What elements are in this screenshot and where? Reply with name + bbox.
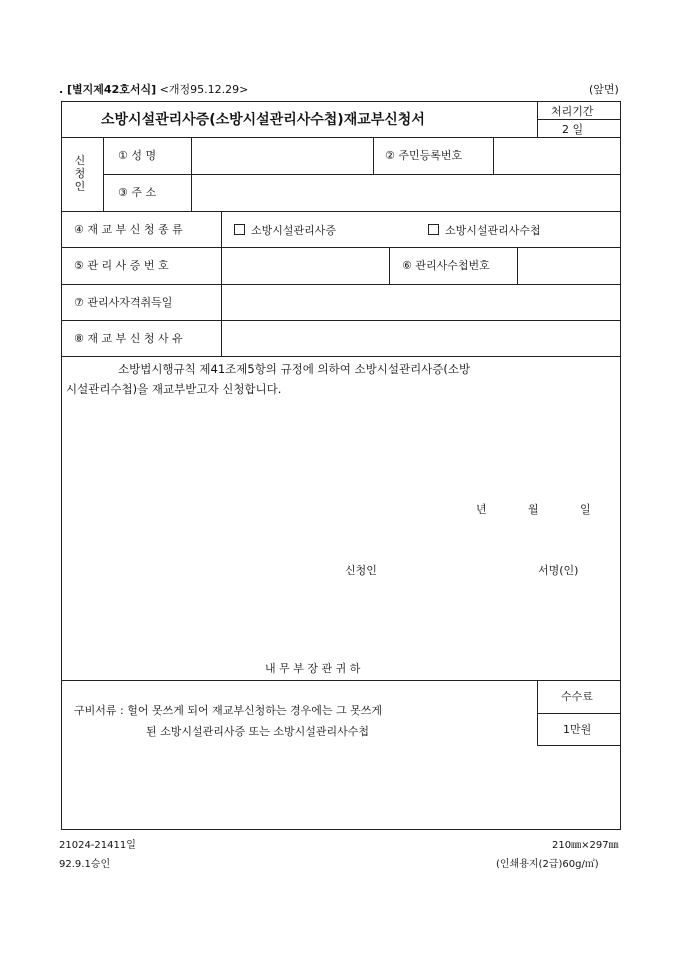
paper-size: 210㎜×297㎜: [552, 840, 619, 851]
resident-number-field[interactable]: [496, 140, 618, 171]
required-docs-line-2: 된 소방시설관리사증 또는 소방시설관리사수첩: [146, 725, 370, 738]
form-id-line: [59, 84, 248, 95]
date-year: 년: [476, 503, 487, 516]
reissue-reason-field[interactable]: [224, 323, 618, 353]
applicant-side-label: 신 청 인: [74, 154, 86, 193]
checkbox-booklet[interactable]: [428, 224, 439, 235]
option-booklet[interactable]: 소방시설관리사수첩: [428, 224, 541, 236]
cert-number-field[interactable]: [224, 250, 386, 281]
date-month: 월: [528, 503, 539, 516]
form-code: 21024-21411일: [59, 840, 136, 851]
form-title: 소방시설관리사증(소방시설관리사수첩)재교부신청서: [101, 112, 425, 128]
fee-label: 수수료: [561, 690, 593, 703]
date-day: 일: [580, 503, 591, 516]
address-field[interactable]: [194, 177, 618, 208]
form-id: . [별지제42호서식]: [59, 83, 157, 96]
required-docs-line-1: 구비서류 : 헐어 못쓰게 되어 재교부신청하는 경우에는 그 못쓰게: [74, 704, 382, 717]
cert-number-label: ⑤ 관 리 사 증 번 호: [74, 259, 169, 272]
applicant-signature-label: 신청인: [345, 564, 377, 577]
booklet-number-field[interactable]: [520, 250, 618, 281]
name-field[interactable]: [194, 140, 370, 171]
approval-date: 92.9.1승인: [59, 859, 111, 870]
paper-spec: (인쇄용지(2급)60g/㎡): [496, 859, 599, 870]
reissue-reason-label: ⑧ 재 교 부 신 청 사 유: [74, 332, 183, 345]
processing-period-value: 2 일: [562, 123, 584, 136]
resident-number-label: ② 주민등록번호: [385, 149, 463, 162]
revision-note: <개정95.12.29>: [159, 83, 249, 96]
reissue-type-label: ④ 재 교 부 신 청 종 류: [74, 223, 183, 236]
fee-value: 1만원: [563, 723, 592, 736]
page-side-label: (앞면): [589, 83, 619, 96]
acquisition-date-label: ⑦ 관리사자격취득일: [74, 296, 173, 309]
processing-period-label: 처리기간: [551, 105, 594, 118]
statement-line-1: 소방법시행규칙 제41조제5항의 규정에 의하여 소방시설관리사증(소방: [118, 362, 471, 376]
addressee: 내 무 부 장 관 귀 하: [265, 662, 361, 675]
booklet-number-label: ⑥ 관리사수첩번호: [402, 259, 490, 272]
checkbox-cert[interactable]: [234, 224, 245, 235]
statement-line-2: 시설관리수첩)을 재교부받고자 신청합니다.: [66, 382, 282, 396]
name-label: ① 성 명: [118, 149, 157, 162]
acquisition-date-field[interactable]: [224, 287, 618, 317]
address-label: ③ 주 소: [118, 186, 157, 199]
signature-seal-label: 서명(인): [538, 564, 579, 577]
option-cert[interactable]: 소방시설관리사증: [234, 224, 336, 236]
